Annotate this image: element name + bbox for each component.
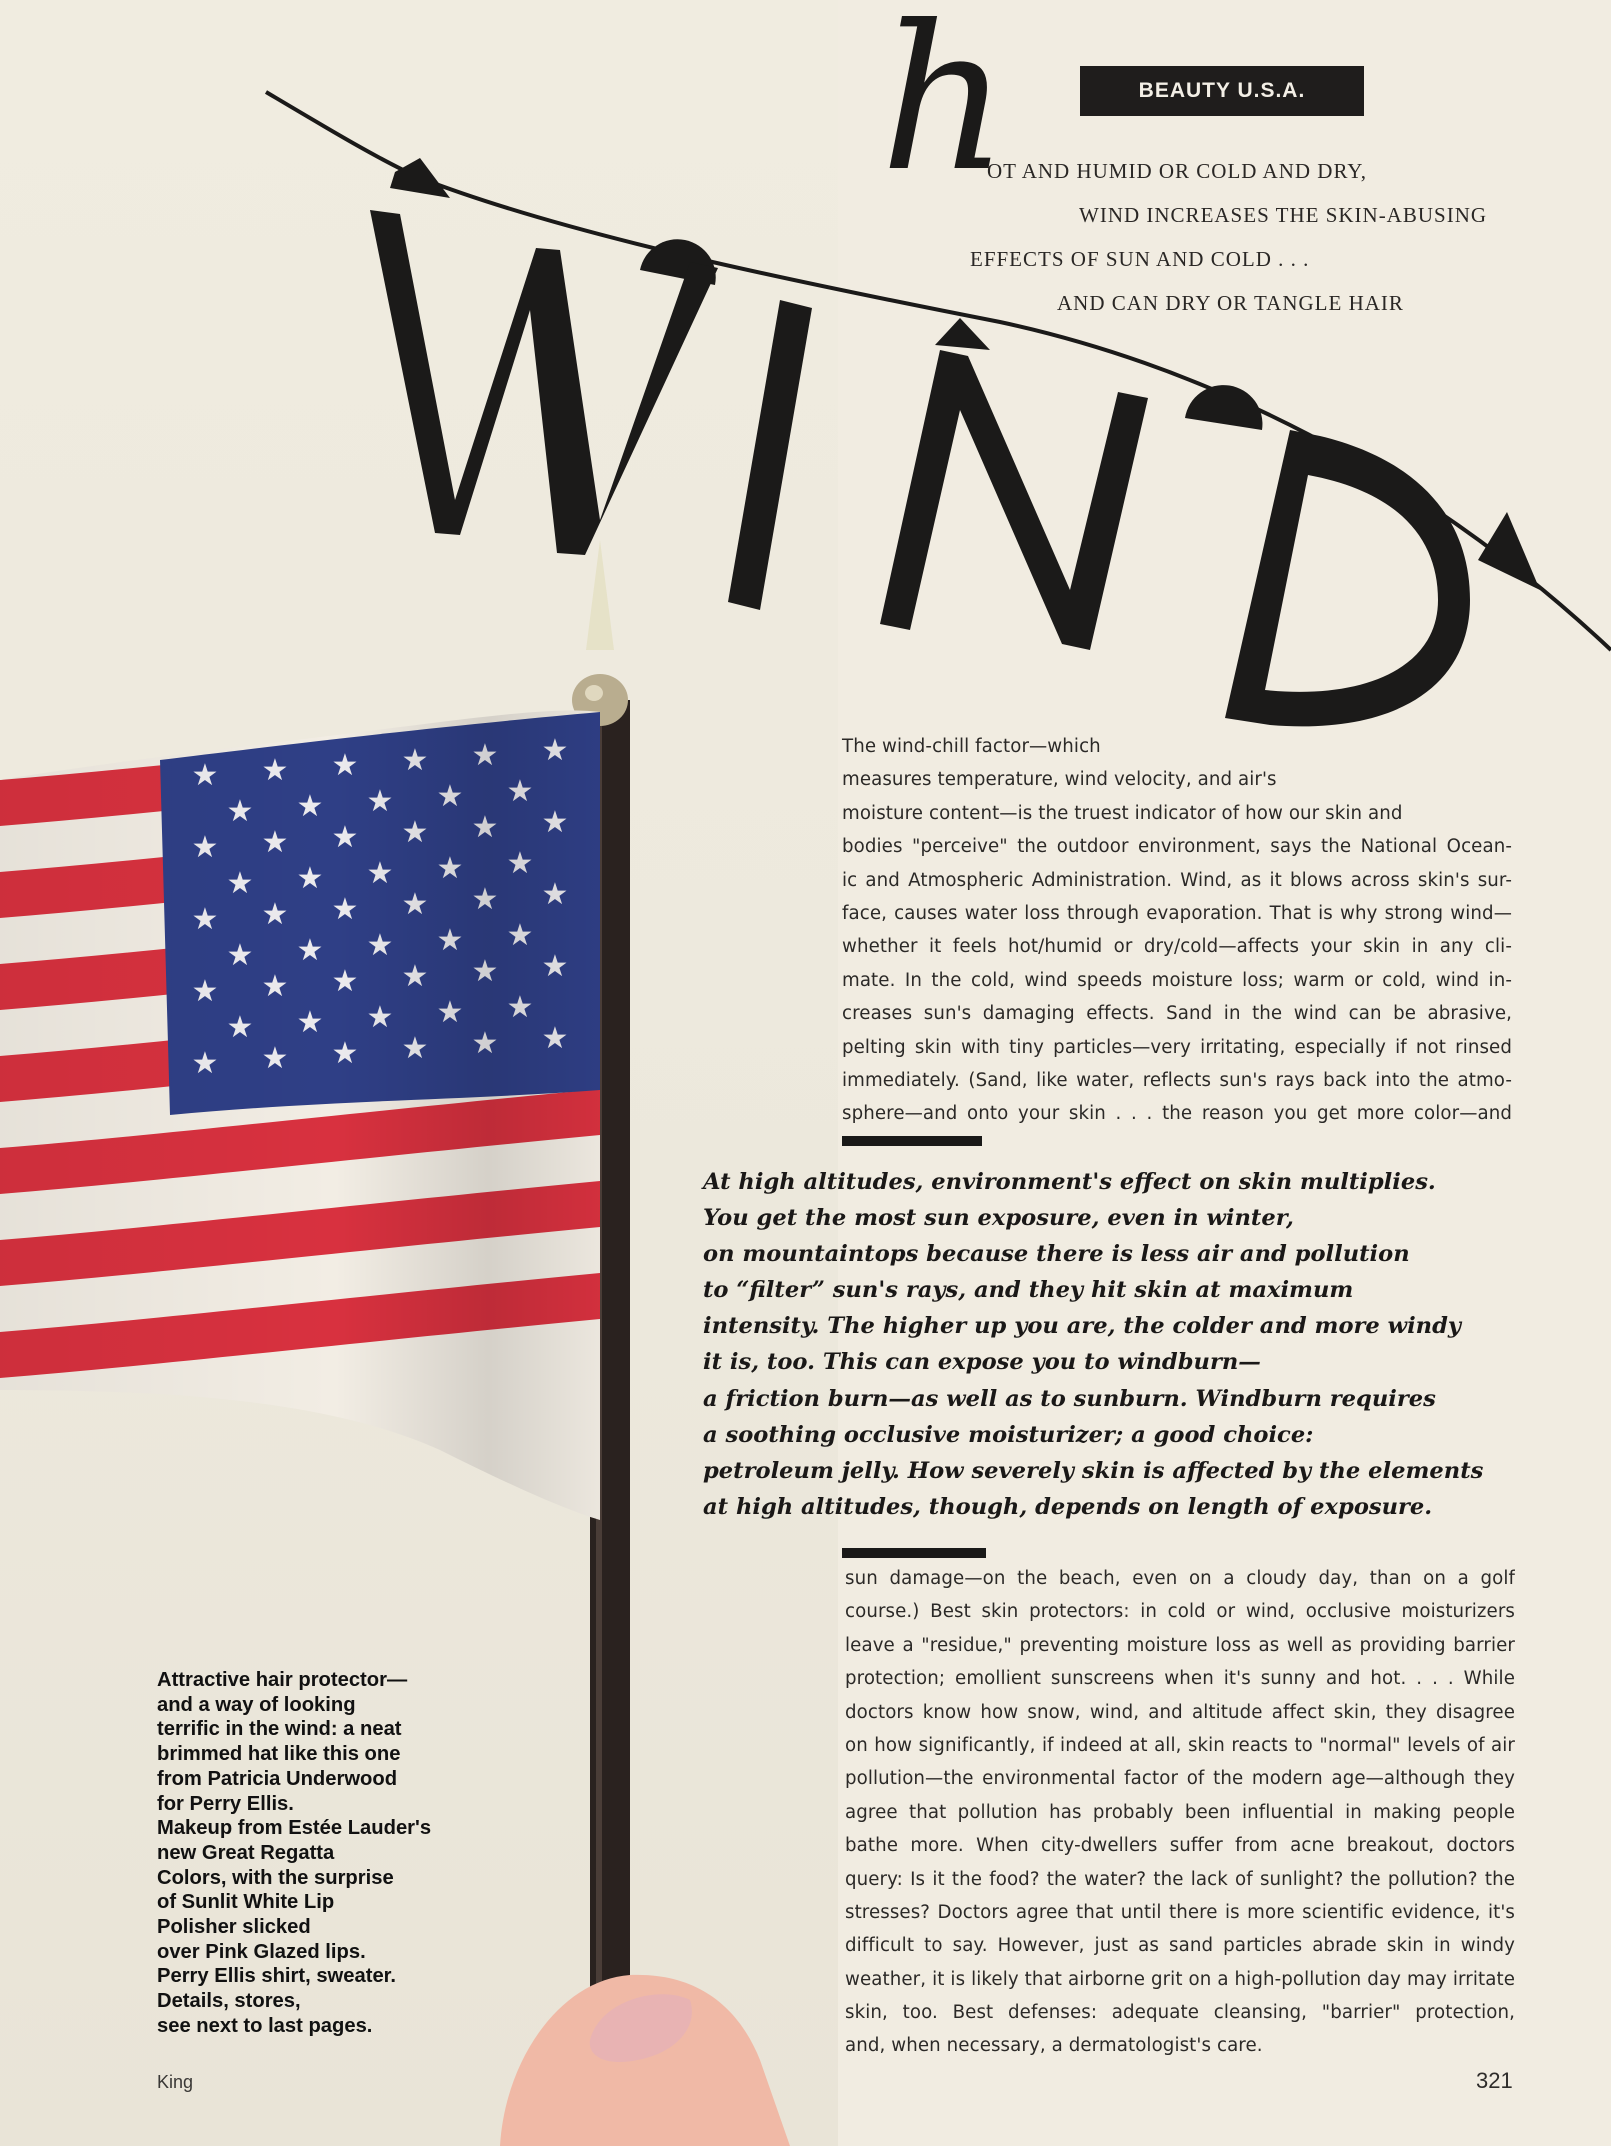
caption-line: Perry Ellis shirt, sweater. xyxy=(157,1965,397,1988)
body-line: stresses? Doctors agree that until there is more scientific evidence, it's xyxy=(845,1901,1515,1923)
body-line: weather, it is likely that airborne grit on a high-pollution day may irritate xyxy=(845,1968,1515,1990)
body-line: creases sun's damaging effects. Sand in the wind can be abrasive, xyxy=(842,1003,1512,1025)
body-text-part1 xyxy=(842,730,1512,1131)
caption-line: new Great Regatta xyxy=(157,1841,335,1864)
body-line: The wind-chill factor—which xyxy=(842,736,1101,757)
section-badge: BEAUTY U.S.A. xyxy=(1080,66,1364,116)
caption-line: and a way of looking xyxy=(157,1693,356,1716)
pull-quote-line: At high altitudes, environment's effect on skin multiplies. xyxy=(703,1169,1436,1195)
wind-title-graphic xyxy=(0,0,1611,760)
caption-line: Attractive hair protector— xyxy=(157,1669,408,1691)
body-line: sun damage—on the beach, even on a cloudy day, than on a golf xyxy=(845,1568,1515,1589)
body-line: doctors know how snow, wind, and altitude affect skin, they disagree xyxy=(845,1701,1515,1723)
body-line: pelting skin with tiny particles—very irritating, especially if not rinsed xyxy=(842,1036,1512,1058)
caption-line: Colors, with the surprise xyxy=(157,1866,394,1889)
pull-quote-line: at high altitudes, though, depends on length of exposure. xyxy=(703,1493,1433,1520)
body-line: agree that pollution has probably been influential in making people xyxy=(845,1801,1515,1823)
body-line: face, causes water loss through evaporation. That is why strong wind— xyxy=(842,903,1512,924)
caption-line: Details, stores, xyxy=(157,1990,301,2013)
body-line: skin, too. Best defenses: adequate cleansing, "barrier" protection, xyxy=(845,2002,1515,2024)
body-line: moisture content—is the truest indicator of how our skin and xyxy=(842,802,1403,824)
deck-line-1: OT AND HUMID OR COLD AND DRY, xyxy=(987,159,1368,183)
photo-caption xyxy=(157,1668,517,2039)
body-line: protection; emollient sunscreens when it's sunny and hot. . . . While xyxy=(845,1668,1515,1690)
pull-quote-line: petroleum jelly. How severely skin is affected by the elements xyxy=(703,1457,1484,1484)
body-line: mate. In the cold, wind speeds moisture loss; warm or cold, wind in- xyxy=(842,969,1512,991)
divider-rule xyxy=(842,1548,986,1558)
caption-line: terrific in the wind: a neat xyxy=(157,1718,402,1741)
body-line: on how significantly, if indeed at all, skin reacts to "normal" levels of air xyxy=(845,1734,1515,1756)
drop-cap: h xyxy=(880,0,1009,216)
pull-quote-line: it is, too. This can expose you to windburn— xyxy=(703,1349,1261,1376)
body-line: whether it feels hot/humid or dry/cold—affects your skin in any cli- xyxy=(842,936,1512,958)
pull-quote-line: on mountaintops because there is less air and pollution xyxy=(703,1241,1410,1268)
deck-line-3: EFFECTS OF SUN AND COLD . . . xyxy=(970,247,1310,271)
caption-line: of Sunlit White Lip xyxy=(157,1891,335,1914)
pull-quote-line: a soothing occlusive moisturizer; a good choice: xyxy=(703,1421,1314,1448)
caption-line: for Perry Ellis. xyxy=(157,1792,294,1815)
caption-line: see next to last pages. xyxy=(157,2014,373,2037)
pull-quote-line: intensity. The higher up you are, the colder and more windy xyxy=(703,1313,1462,1340)
body-line: and, when necessary, a dermatologist's care. xyxy=(845,2035,1263,2057)
body-line: course.) Best skin protectors: in cold or wind, occlusive moisturizers xyxy=(845,1601,1515,1623)
pull-quote xyxy=(703,1164,1493,1525)
caption-line: over Pink Glazed lips. xyxy=(157,1940,366,1963)
body-line: sphere—and onto your skin . . . the reason you get more color—and xyxy=(842,1103,1512,1125)
body-line: leave a "residue," preventing moisture loss as well as providing barrier xyxy=(845,1634,1515,1656)
caption-line: from Patricia Underwood xyxy=(157,1767,398,1790)
body-line: query: Is it the food? the water? the lack of sunlight? the pollution? the xyxy=(845,1868,1515,1890)
pull-quote-line: to “filter” sun's rays, and they hit skin at maximum xyxy=(703,1277,1354,1304)
pull-quote-line: a friction burn—as well as to sunburn. Windburn requires xyxy=(703,1385,1436,1412)
body-line: immediately. (Sand, like water, reflects sun's rays back into the atmo- xyxy=(842,1069,1512,1091)
body-line: pollution—the environmental factor of the modern age—although they xyxy=(845,1768,1515,1790)
body-line: measures temperature, wind velocity, and air's xyxy=(842,769,1277,791)
deck-line-4: AND CAN DRY OR TANGLE HAIR xyxy=(1057,291,1404,315)
pull-quote-line: You get the most sun exposure, even in winter, xyxy=(703,1205,1294,1232)
photo-credit: King xyxy=(157,2072,194,2092)
body-text-part2 xyxy=(845,1562,1515,2063)
body-line: difficult to say. However, just as sand particles abrade skin in windy xyxy=(845,1935,1515,1957)
divider-rule xyxy=(842,1136,982,1146)
body-line: ic and Atmospheric Administration. Wind, as it blows across skin's sur- xyxy=(842,869,1512,891)
body-line: bodies "perceive" the outdoor environment, says the National Ocean- xyxy=(842,836,1512,858)
body-line: bathe more. When city-dwellers suffer from acne breakout, doctors xyxy=(845,1835,1515,1857)
caption-line: Polisher slicked xyxy=(157,1916,311,1939)
caption-line: Makeup from Estée Lauder's xyxy=(157,1817,432,1840)
caption-line: brimmed hat like this one xyxy=(157,1743,401,1766)
deck-line-2: WIND INCREASES THE SKIN-ABUSING xyxy=(1079,203,1488,227)
page-number: 321 xyxy=(1476,2068,1513,2093)
